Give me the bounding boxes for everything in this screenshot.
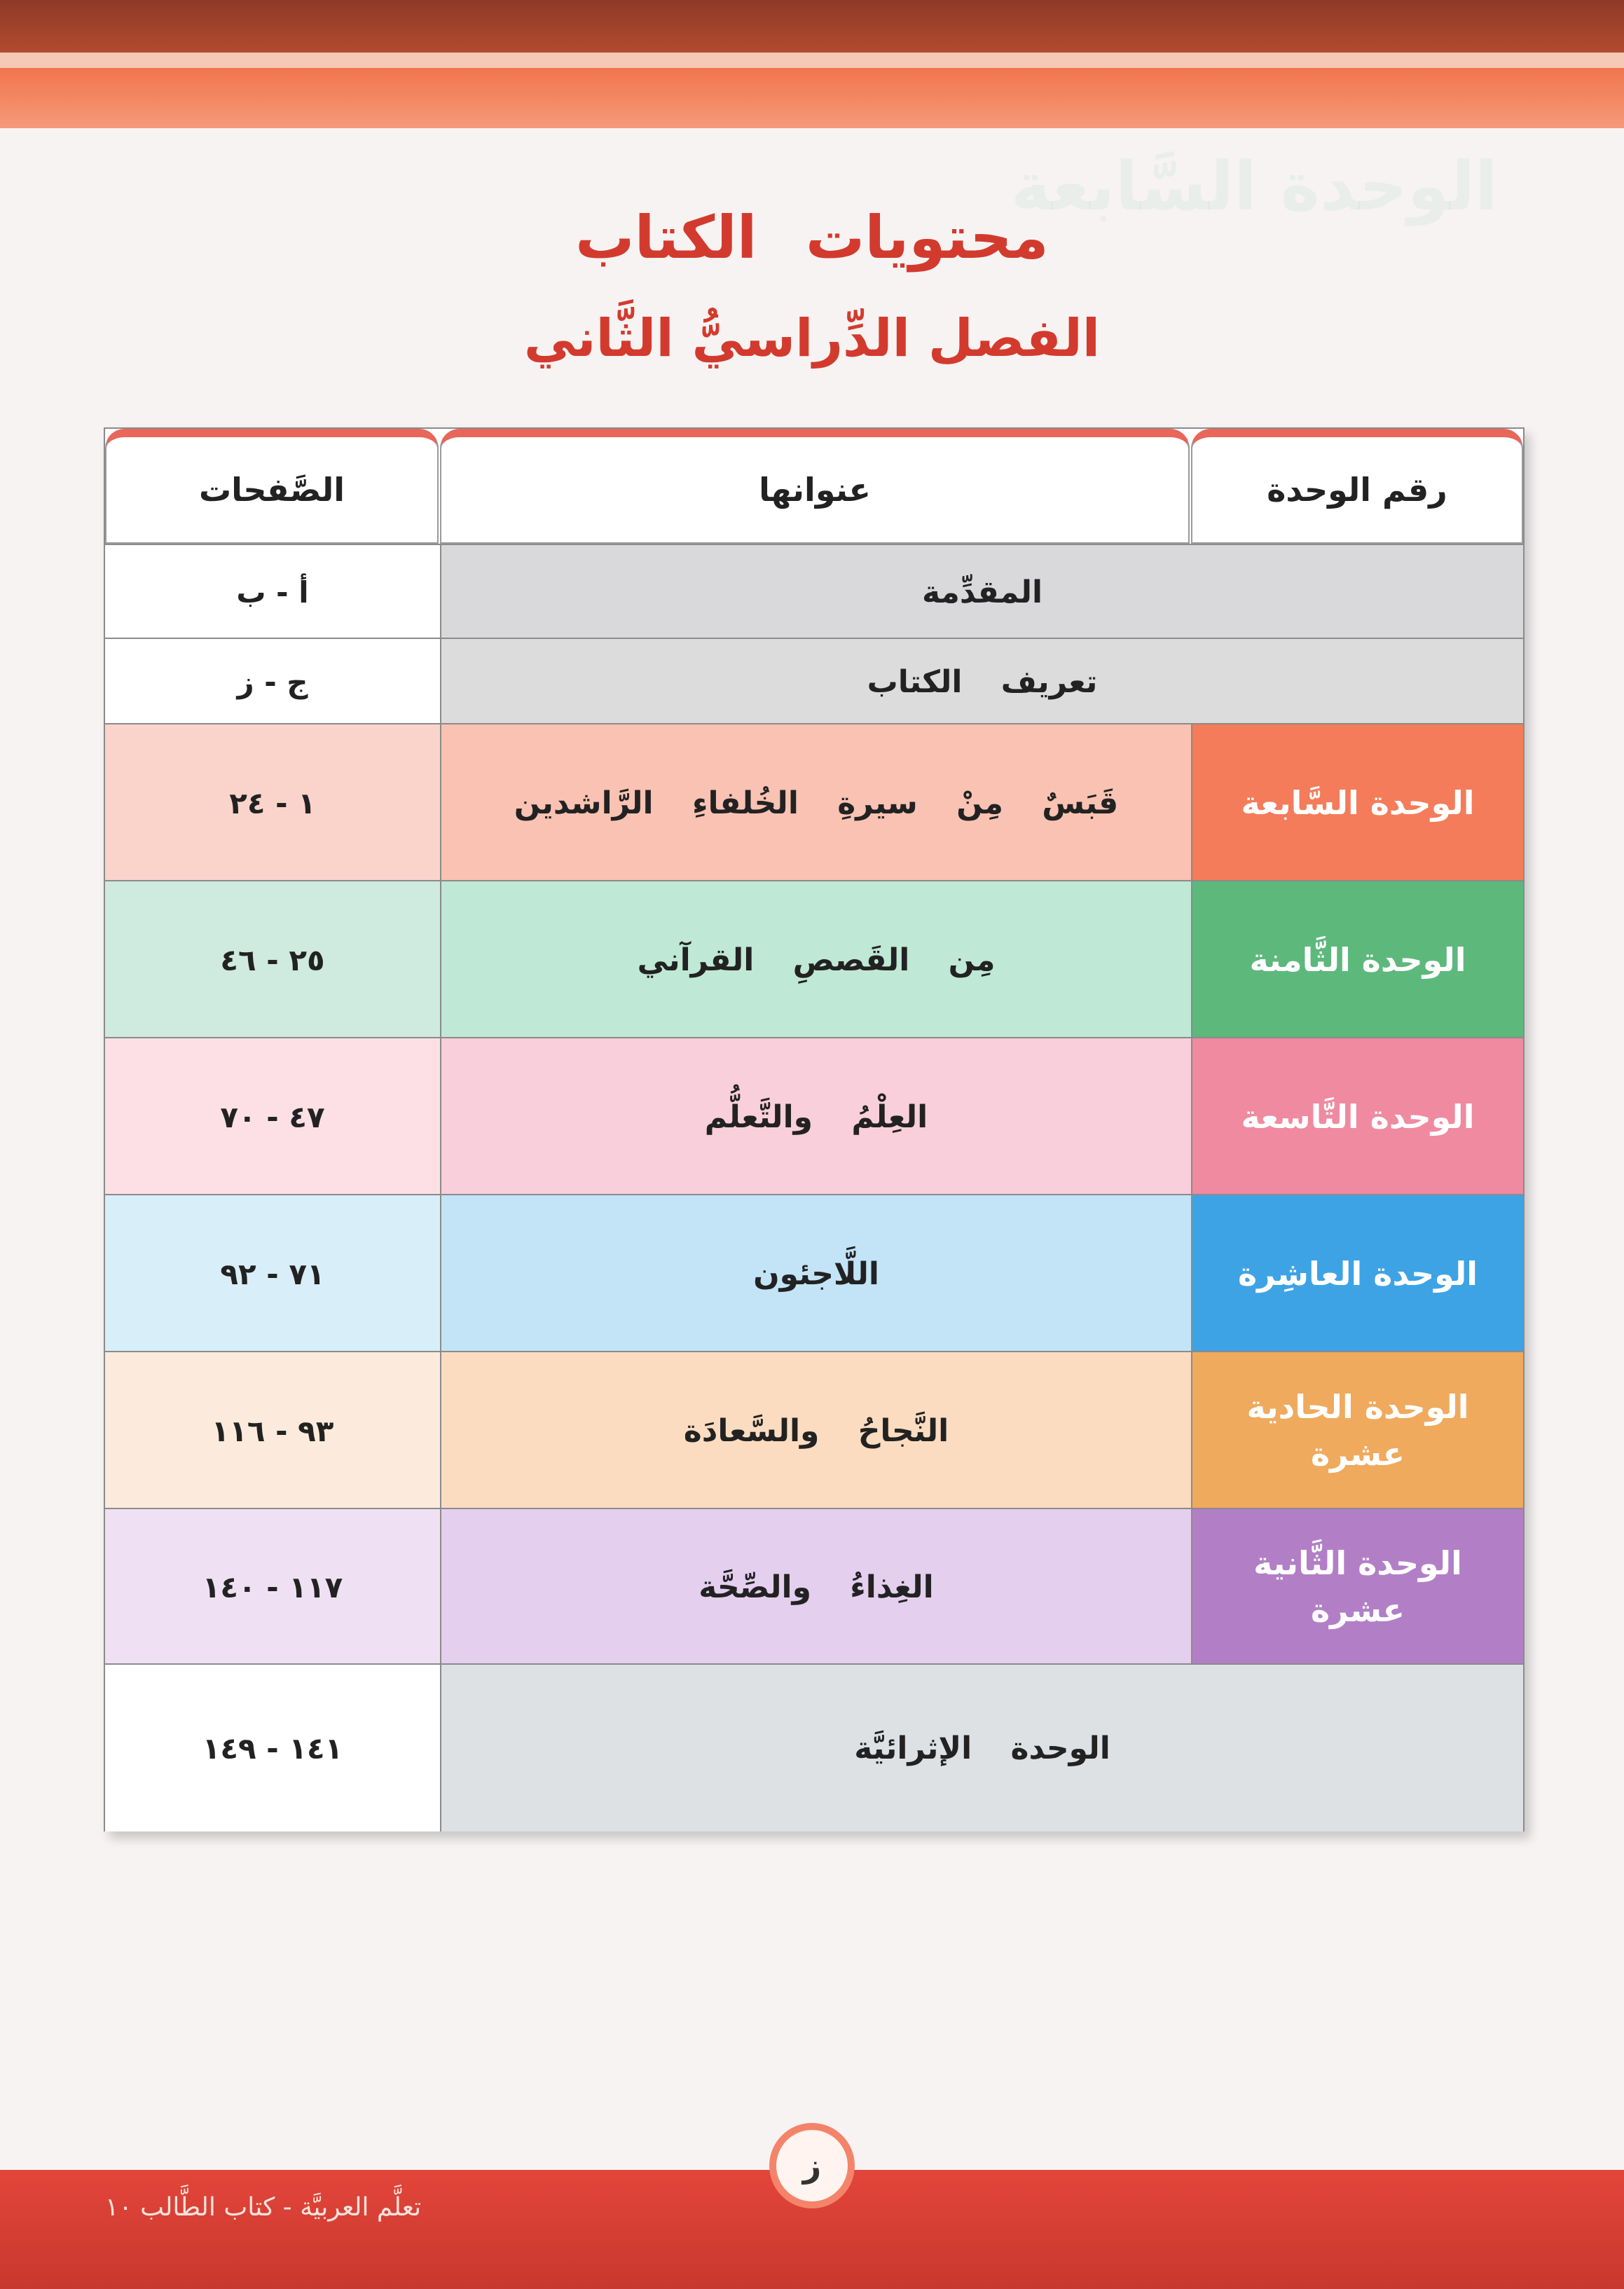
- contents-table: [104, 427, 1525, 1831]
- row-title: اللَّاجئون: [440, 1195, 1191, 1352]
- page-title: محتويات الكتاب: [575, 203, 1049, 272]
- row-unit: الوحدة السَّابعة: [1191, 724, 1523, 881]
- row-pages: ٧١ - ٩٢: [105, 1195, 440, 1352]
- row-pages: ٤٧ - ٧٠: [105, 1038, 440, 1195]
- table-row-unit-8: [105, 880, 1523, 1038]
- table-row-introduction: [105, 544, 1523, 639]
- row-pages: ١١٧ - ١٤٠: [105, 1509, 440, 1665]
- page-number: ز: [769, 2123, 855, 2208]
- row-pages: ٢٥ - ٤٦: [105, 881, 440, 1038]
- row-title: الوحدة الإثرائيَّة: [440, 1665, 1523, 1831]
- row-unit: الوحدة الحادية عشرة: [1191, 1352, 1523, 1509]
- top-band-dark: [0, 0, 1624, 53]
- table-row-unit-9: [105, 1037, 1523, 1195]
- row-title: المقدِّمة: [440, 545, 1523, 639]
- column-header-pages: الصَّفحات: [105, 429, 439, 544]
- row-title: النَّجاحُ والسَّعادَة: [440, 1352, 1191, 1509]
- row-pages: ٩٣ - ١١٦: [105, 1352, 440, 1509]
- background-watermark-text: الوحدة السَّابعة: [1010, 147, 1498, 226]
- row-pages: أ - ب: [105, 545, 440, 639]
- table-row-unit-11: [105, 1351, 1523, 1509]
- table-row-unit-12: [105, 1508, 1523, 1665]
- table-row-unit-10: [105, 1194, 1523, 1352]
- table-row-enrichment-unit: [105, 1663, 1523, 1831]
- row-pages: ١٤١ - ١٤٩: [105, 1665, 440, 1831]
- row-title: الغِذاءُ والصِّحَّة: [440, 1509, 1191, 1665]
- top-band-light: [0, 53, 1624, 68]
- table-row-unit-7: [105, 723, 1523, 881]
- table-row-book-definition: [105, 638, 1523, 724]
- row-title: العِلْمُ والتَّعلُّم: [440, 1038, 1191, 1195]
- row-unit: الوحدة الثَّانية عشرة: [1191, 1509, 1523, 1665]
- row-pages: ١ - ٢٤: [105, 724, 440, 881]
- row-unit: الوحدة الثَّامنة: [1191, 881, 1523, 1038]
- row-title: مِن القَصصِ القرآني: [440, 881, 1191, 1038]
- row-unit: الوحدة العاشِرة: [1191, 1195, 1523, 1352]
- column-header-unit: رقم الوحدة: [1191, 429, 1523, 544]
- row-unit: الوحدة التَّاسعة: [1191, 1038, 1523, 1195]
- top-band-orange: [0, 68, 1624, 128]
- column-header-title: عنوانها: [440, 429, 1190, 544]
- row-title: قَبَسٌ مِنْ سيرةِ الخُلفاءِ الرَّاشدين: [440, 724, 1191, 881]
- row-title: تعريف الكتاب: [440, 639, 1523, 724]
- footer-book-title: تعلَّم العربيَّة - كتاب الطَّالب ١٠: [105, 2193, 422, 2222]
- row-pages: ج - ز: [105, 639, 440, 724]
- page-subtitle: الفصل الدِّراسيُّ الثَّاني: [523, 308, 1101, 369]
